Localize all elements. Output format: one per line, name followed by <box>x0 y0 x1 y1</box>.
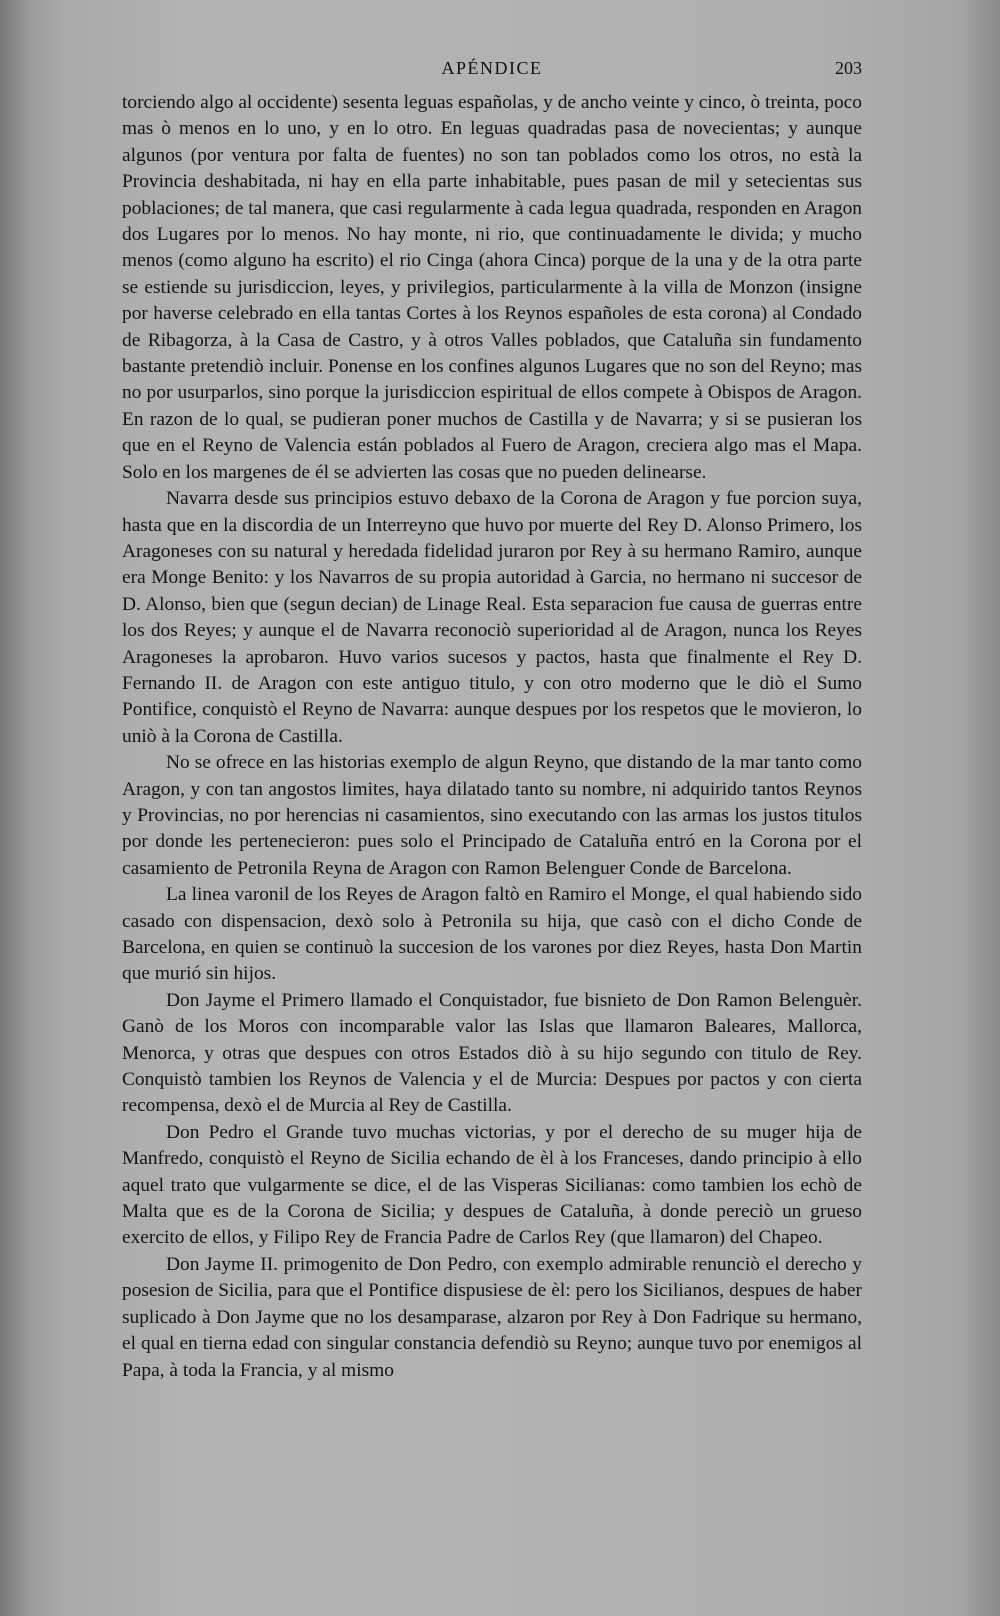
running-head: APÉNDICE <box>441 58 543 78</box>
paragraph: torciendo algo al occidente) sesenta leguas españolas, y de ancho veinte y cinco, ò treinta, poco mas ò menos en lo uno, y en lo otro. En leguas quadradas pasa de novecientas; y aunque algunos (por ventura por falta de fuentes) no son tan poblados como los otros, no està la Provincia deshabitada, ni hay en ella parte inhabitable, pues pasan de mil y setecientas sus poblaciones; de tal manera, que casi regularmente à cada legua quadrada, responden en Aragon dos Lugares por lo menos. No hay monte, ni rio, que continuadamente le divida; y mucho menos (como alguno ha escrito) el rio Cinga (ahora Cinca) porque de la una y de la otra parte se estiende su jurisdiccion, leyes, y privilegios, particularmente à la villa de Monzon (insigne por haverse celebrado en ella tantas Cortes à los Reynos españoles de esta corona) al Condado de Ribagorza, à la Casa de Castro, y à otros Valles poblados, que Cataluña sin fundamento bastante pretendiò incluir. Ponense en los confines algunos Lugares que no son del Reyno; mas no por usurparlos, sino porque la jurisdiccion espiritual de ellos compete à Obispos de Aragon. En razon de lo qual, se pudieran poner muchos de Castilla y de Navarra; y si se pusieran los que en el Reyno de Valencia están poblados al Fuero de Aragon, creciera algo mas el Mapa. Solo en los margenes de él se advierten las cosas que no pueden delinearse. <box>122 92 862 483</box>
paragraph: Don Jayme el Primero llamado el Conquistador, fue bisnieto de Don Ramon Belenguèr. Ganò de los Moros con incomparable valor las Islas que llamaron Baleares, Mallorca, Menorca, y otras que despues con otros Estados diò à su hijo segundo con titulo de Rey. Conquistò tambien los Reynos de Valencia y el de Murcia: Despues por pactos y con cierta recompensa, dexò el de Murcia al Rey de Castilla. <box>122 989 862 1117</box>
paragraph: Navarra desde sus principios estuvo debaxo de la Corona de Aragon y fue porcion suya, hasta que en la discordia de un Interreyno que huvo por muerte del Rey D. Alonso Primero, los Aragoneses con su natural y heredada fidelidad juraron por Rey à su hermano Ramiro, aunque era Monge Benito: y los Navarros de su propia autoridad à Garcia, no hermano ni succesor de D. Alonso, bien que (segun decian) de Linage Real. Esta separacion fue causa de guerras entre los dos Reyes; y aunque el de Navarra reconociò superioridad al de Aragon, nunca los Reyes Aragoneses la aprobaron. Huvo varios sucesos y pactos, hasta que finalmente el Rey D. Fernando II. de Aragon con este antiguo titulo, y con otro moderno que le diò el Sumo Pontifice, conquistò el Reyno de Navarra: aunque despues por los respetos que le movieron, lo uniò à la Corona de Castilla. <box>122 488 862 747</box>
body-text <box>122 90 862 1384</box>
paragraph: La linea varonil de los Reyes de Aragon faltò en Ramiro el Monge, el qual habiendo sido casado con dispensacion, dexò solo à Petronila su hija, que casò con el dicho Conde de Barcelona, en quien se continuò la succesion de los varones por diez Reyes, hasta Don Martin que murió sin hijos. <box>122 884 862 985</box>
paragraph: Don Jayme II. primogenito de Don Pedro, con exemplo admirable renunciò el derecho y posesion de Sicilia, para que el Pontifice dispusiese de èl: pero los Sicilianos, despues de haber suplicado à Don Jayme que no los desamparase, alzaron por Rey à Don Fadrique su hermano, el qual en tierna edad con singular constancia defendiò su Reyno; aunque tuvo por enemigos al Papa, à toda la Francia, y al mismo <box>122 1253 862 1381</box>
paragraph: No se ofrece en las historias exemplo de algun Reyno, que distando de la mar tanto como Aragon, y con tan angostos limites, haya dilatado tanto su nombre, ni adquirido tantos Reynos y Provincias, no por herencias ni casamientos, sino executando con las armas los justos titulos por donde les pertenecieron: pues solo el Principado de Cataluña entró en la Corona por el casamiento de Petronila Reyna de Aragon con Ramon Belenguer Conde de Barcelona. <box>122 752 862 879</box>
paragraph: Don Pedro el Grande tuvo muchas victorias, y por el derecho de su muger hija de Manfredo, conquistò el Reyno de Sicilia echando de èl à los Franceses, dando principio à ello aquel trato que vulgarmente se dice, el de las Visperas Sicilianas: como tambien los echò de Malta que es de la Corona de Sicilia; y despues de Cataluña, à donde pereciò un grueso exercito de ellos, y Filipo Rey de Francia Padre de Carlos Rey (que llamaron) del Chapeo. <box>122 1121 862 1249</box>
page-header <box>122 58 862 84</box>
page-number: 203 <box>835 58 862 78</box>
